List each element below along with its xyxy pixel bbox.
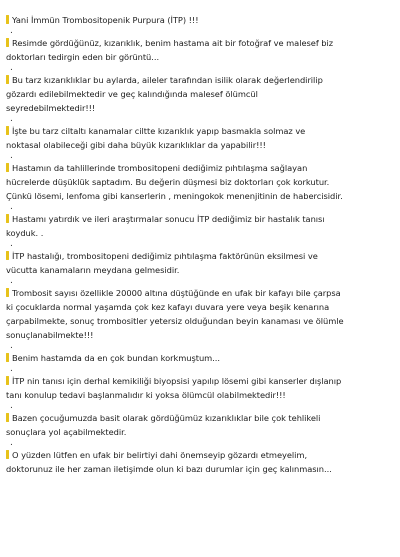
- exclamation-bar-icon: [6, 450, 9, 459]
- text-line: [6, 73, 392, 87]
- line-text: İTP hastalığı, trombositopeni dediğimiz pıhtılaşma faktörünün eksilmesi ve: [12, 251, 318, 261]
- paragraph: [6, 152, 392, 203]
- line-text: Çünkü lösemi, lenfoma gibi kanserlerin , meningokok menenjitinin de habercisidir.: [6, 191, 343, 201]
- text-line: [6, 374, 392, 388]
- text-line: [6, 161, 392, 175]
- paragraph: [6, 4, 392, 27]
- exclamation-bar-icon: [6, 288, 9, 297]
- line-text: O yüzden lütfen en ufak bir belirtiyi dahi önemseyip gözardı etmeyelim,: [12, 450, 308, 460]
- separator-dot: .: [10, 401, 13, 411]
- separator-dot: .: [10, 114, 13, 124]
- line-text: Trombosit sayısı özellikle 20000 altına düştüğünde en ufak bir kafayı bile çarpsa: [12, 288, 341, 298]
- text-line: [6, 138, 392, 152]
- paragraph: [6, 64, 392, 115]
- exclamation-bar-icon: [6, 251, 9, 260]
- paragraph: [6, 342, 392, 365]
- line-text: İşte bu tarz ciltaltı kanamalar ciltte kızarıklık yapıp basmakla solmaz ve: [12, 126, 306, 136]
- exclamation-bar-icon: [6, 353, 9, 362]
- line-text: Benim hastamda da en çok bundan korkmuştum...: [12, 353, 220, 363]
- paragraph: [6, 115, 392, 152]
- separator-dot: [6, 4, 392, 13]
- line-text: sonuçlanabilmekte!!!: [6, 330, 94, 340]
- text-line: [6, 13, 392, 27]
- text-line: [6, 50, 392, 64]
- paragraph: [6, 439, 392, 476]
- text-line: [6, 425, 392, 439]
- paragraph: [6, 277, 392, 342]
- separator-dot: .: [10, 151, 13, 161]
- line-text: çarpabilmekte, sonuç trombositler yetersiz olduğundan beyin kanaması ve ölümle: [6, 316, 344, 326]
- text-line: [6, 189, 392, 203]
- text-line: [6, 411, 392, 425]
- separator-dot: .: [10, 63, 13, 73]
- exclamation-bar-icon: [6, 15, 9, 24]
- text-line: [6, 226, 392, 240]
- text-line: [6, 101, 392, 115]
- text-line: [6, 300, 392, 314]
- text-line: [6, 286, 392, 300]
- text-line: [6, 36, 392, 50]
- text-line: [6, 448, 392, 462]
- line-text: doktorunuz ile her zaman iletişimde olun ki bazı durumlar için geç kalınmasın...: [6, 464, 332, 474]
- separator-dot: .: [10, 276, 13, 286]
- text-line: [6, 87, 392, 101]
- line-text: Resimde gördüğünüz, kızarıklık, benim hastama ait bir fotoğraf ve malesef biz: [12, 38, 334, 48]
- separator-dot: .: [10, 364, 13, 374]
- exclamation-bar-icon: [6, 75, 9, 84]
- exclamation-bar-icon: [6, 214, 9, 223]
- text-line: [6, 314, 392, 328]
- exclamation-bar-icon: [6, 38, 9, 47]
- line-text: Yani İmmün Trombositopenik Purpura (İTP) !!!: [12, 15, 199, 25]
- text-line: [6, 462, 392, 476]
- line-text: Bu tarz kızarıklıklar bu aylarda, aileler tarafından isilik olarak değerlendirilip: [12, 75, 323, 85]
- separator-dot: .: [10, 26, 13, 36]
- exclamation-bar-icon: [6, 126, 9, 135]
- line-text: Hastamı yatırdık ve ileri araştırmalar sonucu İTP dediğimiz bir hastalık tanısı: [12, 214, 325, 224]
- separator-dot: .: [10, 239, 13, 249]
- line-text: gözardı edilebilmektedir ve geç kalındığında malesef ölümcül: [6, 89, 258, 99]
- line-text: Hastamın da tahlillerinde trombositopeni dediğimiz pıhtılaşma sağlayan: [12, 163, 308, 173]
- exclamation-bar-icon: [6, 163, 9, 172]
- text-line: [6, 328, 392, 342]
- line-text: noktasal olabileceği gibi daha büyük kızarıklıklar da yapabilir!!!: [6, 140, 266, 150]
- line-text: Bazen çocuğumuzda basit olarak gördüğümüz kızarıklıklar bile çok tehlikeli: [12, 413, 321, 423]
- text-line: [6, 249, 392, 263]
- line-text: tanı konulup tedavi başlanmalıdır ki yoksa ölümcül olabilmektedir!!!: [6, 390, 286, 400]
- line-text: sonuçlara yol açabilmektedir.: [6, 427, 127, 437]
- paragraph: [6, 203, 392, 240]
- line-text: İTP nin tanısı için derhal kemikiliği biyopsisi yapılıp lösemi gibi kanserler dışlanıp: [12, 376, 342, 386]
- separator-dot: .: [10, 341, 13, 351]
- separator-dot: .: [10, 202, 13, 212]
- paragraph: [6, 27, 392, 64]
- text-line: [6, 175, 392, 189]
- text-line: [6, 212, 392, 226]
- text-line: [6, 263, 392, 277]
- separator-dot: .: [10, 438, 13, 448]
- line-text: doktorları tedirgin eden bir görüntü...: [6, 52, 160, 62]
- line-text: seyredebilmektedir!!!: [6, 103, 96, 113]
- text-line: [6, 388, 392, 402]
- exclamation-bar-icon: [6, 413, 9, 422]
- line-text: koyduk. .: [6, 228, 44, 238]
- text-line: [6, 351, 392, 365]
- line-text: hücrelerde düşüklük saptadım. Bu değerin düşmesi biz doktorları çok korkutur.: [6, 177, 330, 187]
- text-line: [6, 124, 392, 138]
- paragraph: [6, 365, 392, 402]
- paragraph: [6, 240, 392, 277]
- line-text: vücutta kanamaların meydana gelmesidir.: [6, 265, 180, 275]
- line-text: ki çocuklarda normal yaşamda çok kez kafayı duvara yere veya beşik kenarına: [6, 302, 330, 312]
- exclamation-bar-icon: [6, 376, 9, 385]
- paragraph: [6, 402, 392, 439]
